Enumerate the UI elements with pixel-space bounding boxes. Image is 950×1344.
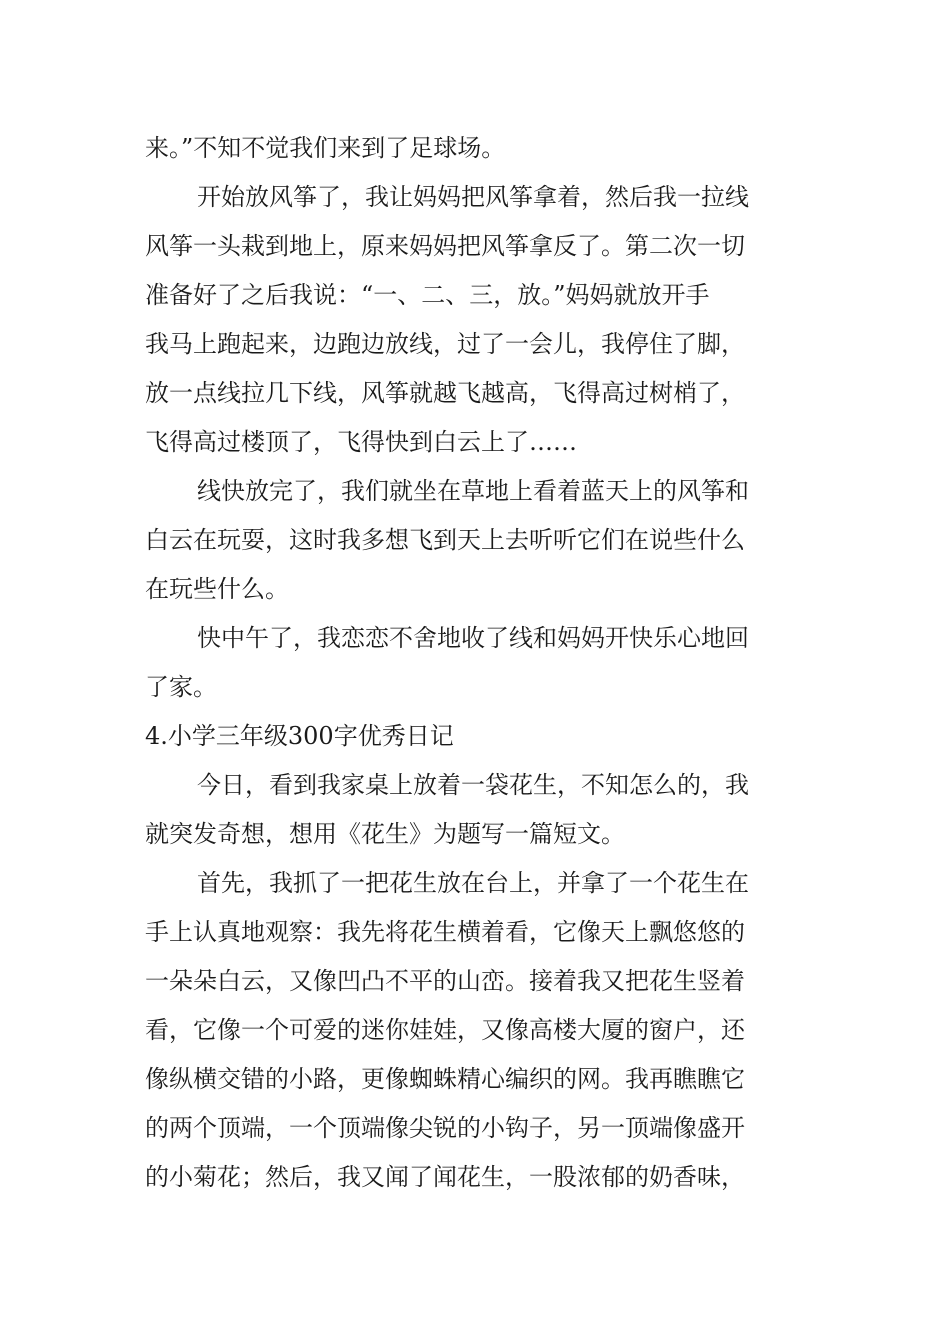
text-line-15: 就突发奇想，想用《花生》为题写一篇短文。 [145, 820, 625, 848]
text-line-6: 放一点线拉几下线，风筝就越飞越高，飞得高过树梢了， [145, 379, 745, 407]
text-line-7: 飞得高过楼顶了，飞得快到白云上了…… [145, 428, 577, 456]
text-line-9: 白云在玩耍，这时我多想飞到天上去听听它们在说些什么 [145, 526, 745, 554]
text-line-18: 一朵朵白云，又像凹凸不平的山峦。接着我又把花生竖着 [145, 967, 745, 995]
document-body [145, 124, 815, 1202]
text-line-12: 了家。 [145, 673, 217, 701]
text-line-20: 像纵横交错的小路，更像蜘蛛精心编织的网。我再瞧瞧它 [145, 1065, 745, 1093]
text-line-10: 在玩些什么。 [145, 575, 289, 603]
text-line-21: 的两个顶端，一个顶端像尖锐的小钩子，另一顶端像盛开 [145, 1114, 745, 1142]
section-heading: 4.小学三年级300字优秀日记 [145, 722, 454, 750]
text-line-19: 看，它像一个可爱的迷你娃娃，又像高楼大厦的窗户，还 [145, 1016, 745, 1044]
text-line-11: 快中午了，我恋恋不舍地收了线和妈妈开快乐心地回 [197, 624, 749, 652]
text-line-22: 的小菊花；然后，我又闻了闻花生，一股浓郁的奶香味， [145, 1163, 745, 1191]
text-line-17: 手上认真地观察：我先将花生横着看，它像天上飘悠悠的 [145, 918, 745, 946]
text-line-14: 今日，看到我家桌上放着一袋花生，不知怎么的，我 [197, 771, 749, 799]
text-line-5: 我马上跑起来，边跑边放线，过了一会儿，我停住了脚， [145, 330, 745, 358]
text-line-1: 来。”不知不觉我们来到了足球场。 [145, 134, 506, 162]
text-line-8: 线快放完了，我们就坐在草地上看着蓝天上的风筝和 [197, 477, 749, 505]
text-line-3: 风筝一头栽到地上，原来妈妈把风筝拿反了。第二次一切 [145, 232, 745, 260]
text-line-2: 开始放风筝了，我让妈妈把风筝拿着，然后我一拉线 [197, 183, 749, 211]
text-line-4: 准备好了之后我说：“一、二、三，放。”妈妈就放开手 [145, 281, 710, 309]
text-line-16: 首先，我抓了一把花生放在台上，并拿了一个花生在 [197, 869, 749, 897]
